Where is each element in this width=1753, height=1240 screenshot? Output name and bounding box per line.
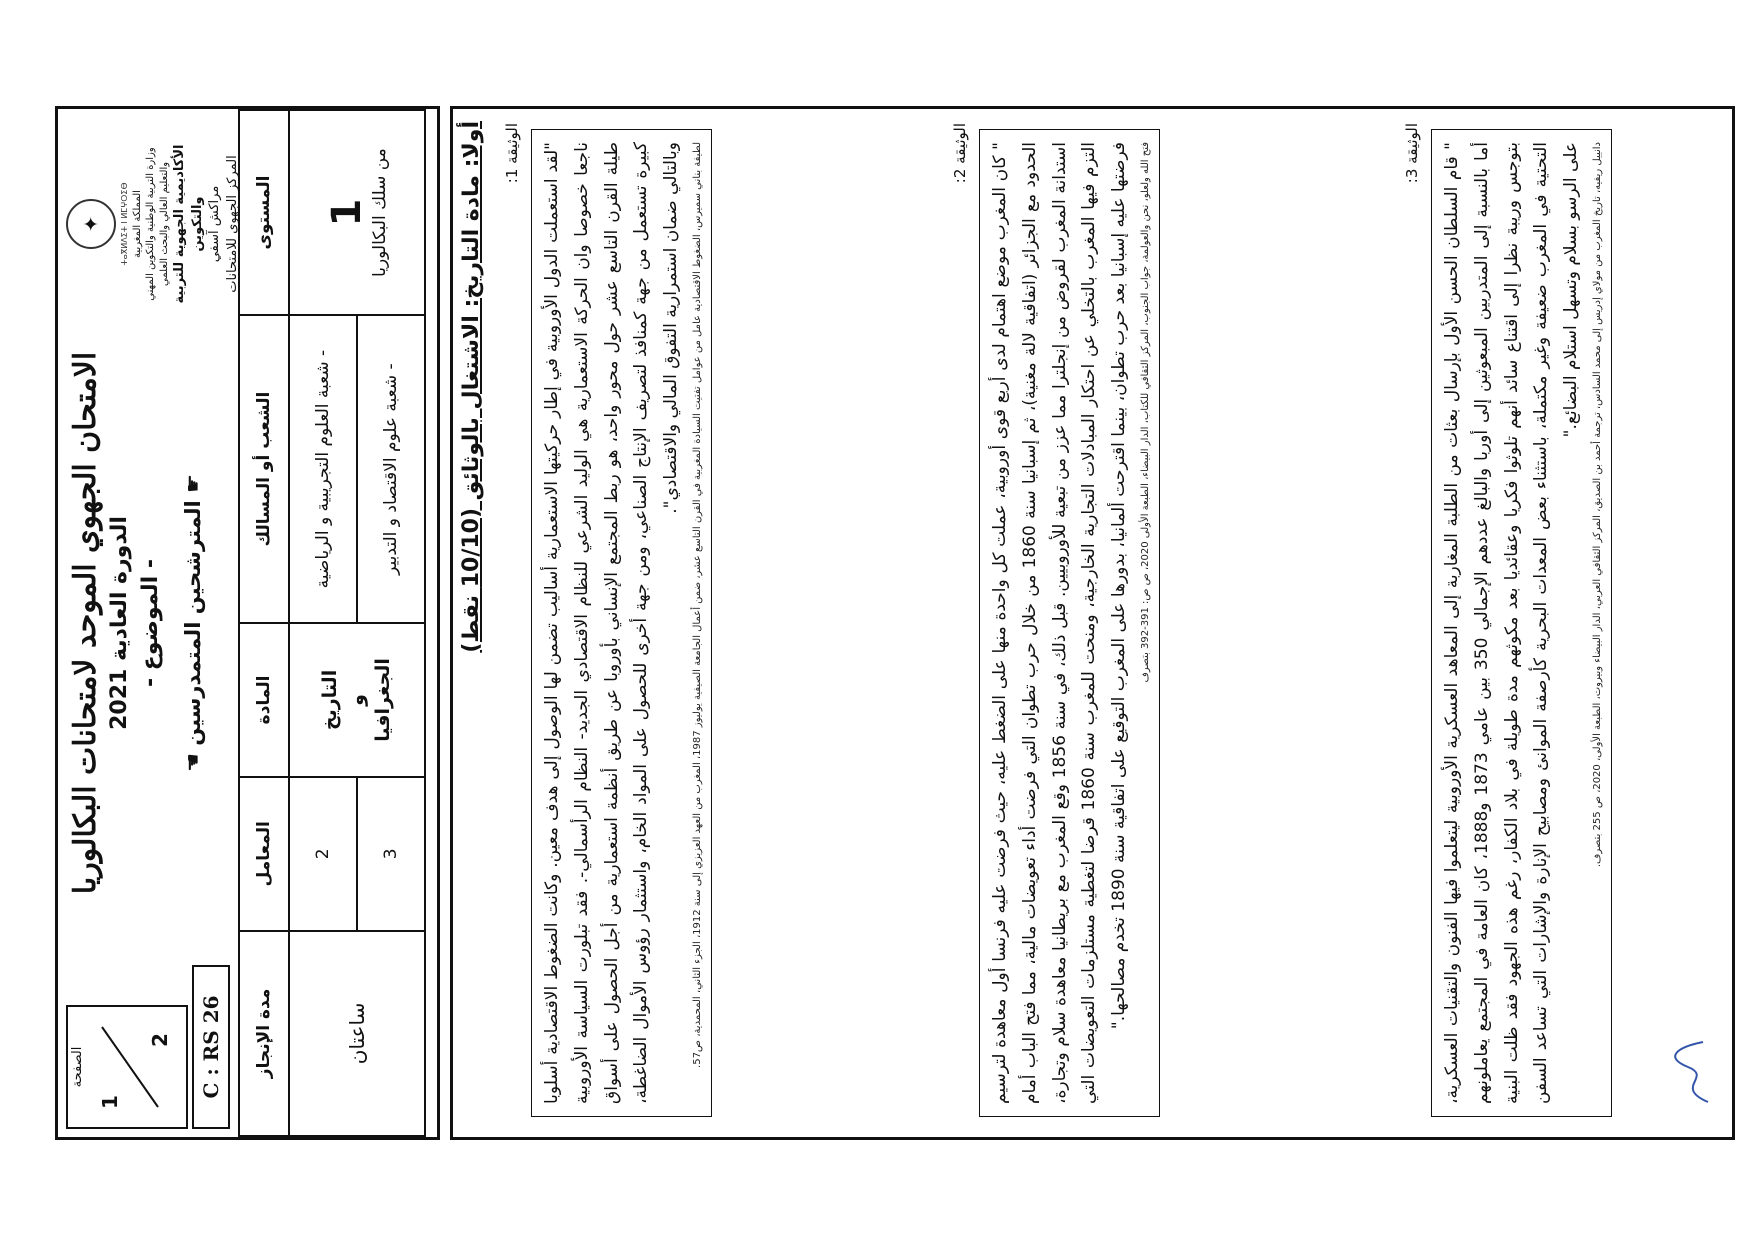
logo-line-2: وزارة التربية الوطنية والتكوين المهني xyxy=(145,147,157,301)
document-1 xyxy=(531,129,712,1117)
doc3-label: الوثيقة 3: xyxy=(1403,123,1421,184)
doc1-text: "لقد استعملت الدول الأوروبية في إطار حركيتها الاستعمارية أساليب تضمن لها الوصول إلى هدف معين. وكانت الضغوط الاقتصادية أسلوبا ناجعا خصوصا وان الحركة الاستعمارية هي الوليد الشرعي للنظام الاقتصادي الجديد- النظام الرأسمالي-. فقد تبلورت السياسة الأوروبية طيلة القرن التاسع عشر حول محور واحد، هو ربط المجتمع الإنساني بأوروبا عن طريق أنظمة استعمارية من أجل الحصول على أسواق كبيرة تستعمل من جهة كمنافذ لتصريف الإنتاج الصناعي، ومن جهة أخرى للحصول على المواد الخام، واستثمار رؤوس الأموال الضاغطة، وبالتالي ضمان استمرارية التفوق المالي والاقتصادي". xyxy=(542,142,681,1104)
level-cell xyxy=(289,110,425,315)
exam-code: C : RS 26 xyxy=(192,965,230,1129)
logo-line-3: والتعليم العالي والبحث العلمي xyxy=(158,161,170,287)
document-2 xyxy=(979,129,1160,1117)
doc1-label: الوثيقة 1: xyxy=(503,123,521,184)
hand-pointer-icon: ☚ xyxy=(181,753,205,772)
document-3 xyxy=(1431,129,1612,1117)
candidates-label: ☛ المترشحين المتمدرسين ☚ xyxy=(181,474,205,772)
doc1-source: لطيفة بناني سميرس، الضغوط الاقتصادية عامل من عوامل تفتيت السيادة المغربية في القرن التاسع عشر، ضمن أعمال الجامعة الصيفية يوليوز 1987، المغرب من العهد العزيزي إلى سنة 1912، الجزء الثاني، المحمدية، ص57. xyxy=(691,142,703,1068)
doc2-source: فتح الله ولعلو، نحن والعولمة، جواب الجنوب، المركز الثقافي للكتاب، الدار البيضاء، الطبعة الأولى 2020، ص ص: 391-392 بتصرف xyxy=(1139,142,1151,683)
header-level: المستوى xyxy=(239,110,289,315)
header-top xyxy=(58,109,240,1137)
exam-body xyxy=(450,106,1735,1140)
ministry-emblem-icon: ✦ xyxy=(66,199,116,249)
subject-cell xyxy=(289,623,425,777)
info-row-1 xyxy=(289,110,357,1136)
academy-name: الأكاديمية الجهوية للتربية والتكوين xyxy=(172,144,205,304)
page-label: الصفحة xyxy=(70,1046,85,1088)
header-subject: المادة xyxy=(239,623,289,777)
header-duration: مدة الإنجاز xyxy=(239,931,289,1136)
stream-1: - شعبة العلوم التجريبية و الرياضية xyxy=(289,315,357,623)
header-coefficient: المعامل xyxy=(239,777,289,931)
ministry-logo-block xyxy=(66,119,241,329)
exam-header xyxy=(55,106,440,1140)
info-header-row xyxy=(239,110,289,1136)
page-total: 2 xyxy=(148,1033,172,1047)
exam-center: المركز الجهوي للامتحانات xyxy=(224,155,240,293)
section-title: أولا: مادة التاريخ: الاشتغال بالوثائق (10/10 نقط) xyxy=(459,121,484,653)
logo-line-1: المملكة المغربية xyxy=(131,190,143,258)
subject-history: التاريخ xyxy=(319,669,342,731)
exam-title: الامتحان الجهوي الموحد لامتحانات البكالوريا xyxy=(68,351,103,895)
duration-cell: ساعتان xyxy=(289,931,425,1136)
doc3-text: " قام السلطان الحسن الأول بإرسال بعثات من الطلبة المغاربة إلى المعاهد العسكرية الأوروبية ليتعلموا فيها الفنون والتقنيات العسكرية، أما بالنسبة إلى المتدربين المبعوثين إلى أوربا والبالغ عددهم الإجمالي 350 بين عامي 1873 و1888، كان العامة في المجتمع يعاملونهم بتوجس وريبة نظرا إلى اقتناع سائد أنهم تلوثوا فكريا وعقائديا بعد مكوثهم مدة طويلة في بلاد الكفار، رغم هذه الجهود فقد ظلت البنية التحتية في المغرب ضعيفة وغير مكتملة، باستثناء بعض المعدات البحرية كأرصفة الموانئ ومصابيح الإنارة والإشارات التي تساعد السفن على الرسو بسلام وتسهل استلام البضائع." xyxy=(1442,142,1581,1104)
level-number: 1 xyxy=(324,198,370,227)
doc2-label: الوثيقة 2: xyxy=(951,123,969,184)
page-current: 1 xyxy=(98,1095,122,1109)
coefficient-2: 3 xyxy=(357,777,425,931)
subject-label: - الموضوع - xyxy=(138,559,163,688)
stream-2: - شعبة علوم الاقتصاد و التدبير xyxy=(357,315,425,623)
coefficient-1: 2 xyxy=(289,777,357,931)
page-indicator xyxy=(66,1005,188,1129)
subject-geography: الجغرافيا xyxy=(372,658,395,742)
hand-pointer-icon: ☛ xyxy=(181,474,205,493)
exam-session: الدورة العادية 2021 xyxy=(107,516,132,730)
academy-region: مراكش آسفي xyxy=(207,185,223,263)
subject-and: و xyxy=(345,694,368,706)
doc3-source: دانييل ريفيه، تاريخ المغرب من مولاي إدريس إلى محمد السادس، ترجمة أحمد بن الصديق، المركز الثقافي العربي، الدار البيضاء وبيروت، الطبعة الأولى، 2020، ص 255 بتصرف. xyxy=(1591,142,1603,868)
exam-title-block xyxy=(68,339,205,907)
handwritten-signature xyxy=(1668,1037,1718,1107)
header-streams: الشعب أو المسالك xyxy=(239,315,289,623)
level-text: من سلك البكالوريا xyxy=(370,148,390,277)
doc2-text: " كان المغرب موضع اهتمام لدى أربع قوى أوروبية، عملت كل واحدة منها على الضغط عليه، حيث فرضت عليه فرنسا أول معاهدة لترسيم الحدود مع الجزائر (اتفاقية لالة مغنية)، ثم إسبانيا سنة 1860 من خلال حرب تطوان التي فرضت أداء تعويضات مالية، مما فتح الباب أمام استدانة المغرب لقروض من إنجلترا مما عزز من تبعية للأوروبيين. قبل ذلك، في سنة 1856 وقع المغرب مع بريطانيا معاهدة سلام وتجارة، التزم فيها المغرب بالتخلي عن احتكار المبادلات التجارية الخارجية، ومنحت للمغرب سنة 1860 قرضا لتغطية مستلزمات التعويضات التي فرضتها عليه إسبانيا بعد حرب تطوان، بينما اقترحت ألمانيا، بدورها على المغرب التوقيع على اتفاقية سنة 1890 تخدم مصالحها." xyxy=(990,142,1129,1104)
exam-info-table xyxy=(238,109,426,1137)
logo-tifinagh: ⵜⴰⴳⵍⴷⵉⵜ ⵏ ⵍⵎⵖⵔⵉⴱ xyxy=(120,182,129,266)
